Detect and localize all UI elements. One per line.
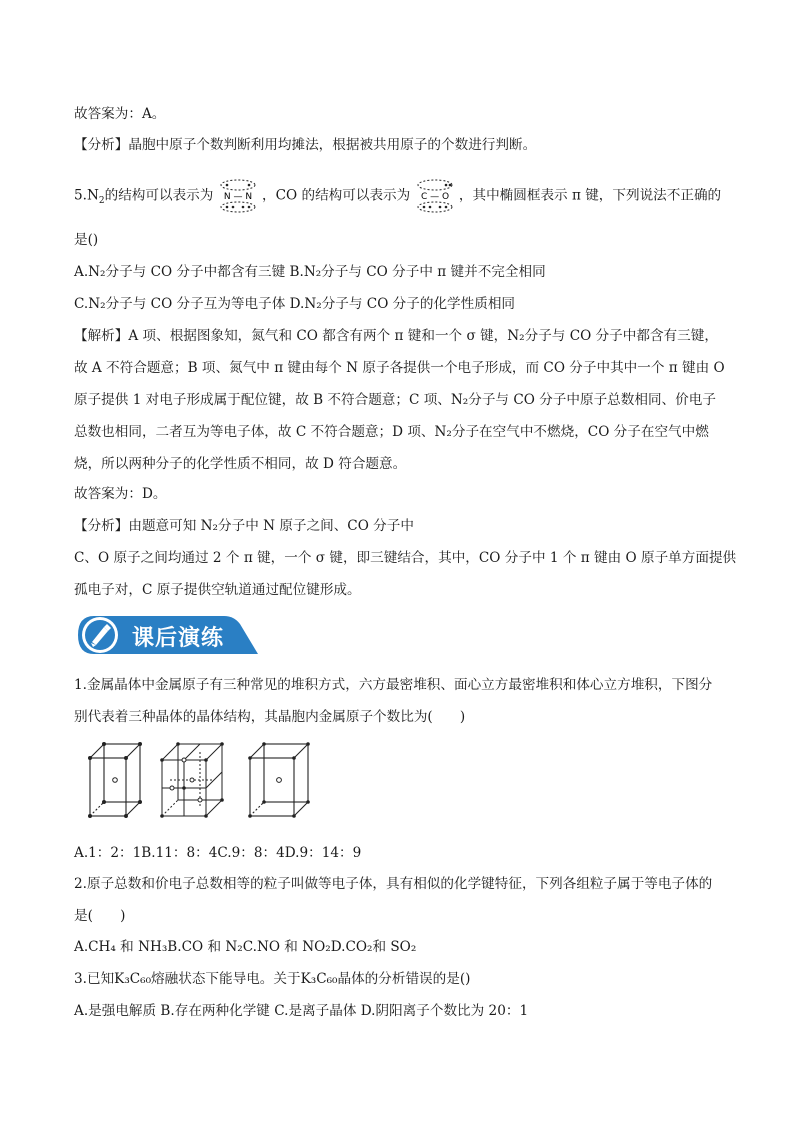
question-5-tail: 是() bbox=[74, 232, 99, 248]
exercise-2-line-2: 是( ) bbox=[74, 908, 126, 924]
answer-d-line: 故答案为：D。 bbox=[74, 486, 167, 502]
n2-structure-diagram bbox=[218, 178, 258, 214]
explanation-line-2: 故 A 不符合题意；B 项、氮气中 π 键由每个 N 原子各提供一个电子形成，而 CO 分子中其中一个 π 键由 O bbox=[74, 360, 725, 376]
analysis-line-1: 【分析】晶胞中原子个数判断利用均摊法，根据被共用原子的个数进行判断。 bbox=[74, 137, 537, 153]
co-label: C — O bbox=[420, 192, 449, 202]
co-structure-diagram bbox=[415, 178, 455, 214]
exercise-1-options: A.1：2：1B.11：8：4C.9：8：4D.9：14：9 bbox=[74, 845, 362, 861]
explanation-line-3: 原子提供 1 对电子形成属于配位键，故 B 不符合题意；C 项、N₂分子与 CO 分子中原子总数相同、价电子 bbox=[74, 392, 716, 408]
analysis-line-4: 孤电子对，C 原子提供空轨道通过配位键形成。 bbox=[74, 582, 361, 598]
q5-sub: 2 bbox=[98, 196, 105, 207]
banner-title: 课后演练 bbox=[132, 626, 225, 651]
section-banner bbox=[74, 612, 260, 658]
fcc-cell-diagram bbox=[158, 740, 228, 820]
analysis-line-3: C、O 原子之间均通过 2 个 π 键，一个 σ 键，即三键结合，其中，CO 分子中 1 个 π 键由 O 原子单方面提供 bbox=[74, 550, 737, 566]
q5-text-3: ，CO 的结构可以表示为 bbox=[262, 187, 411, 204]
analysis-line-2: 【分析】由题意可知 N₂分子中 N 原子之间、CO 分子中 bbox=[74, 518, 414, 534]
explanation-line-1: 【解析】A 项、根据图象知，氮气和 CO 都含有两个 π 键和一个 σ 键，N₂分子与 CO 分子中都含有三键， bbox=[74, 328, 718, 344]
bcc-cell-diagram bbox=[246, 740, 312, 820]
exercise-1-line-2: 别代表着三种晶体的晶体结构，其晶胞内金属原子个数比为( ) bbox=[74, 709, 466, 725]
exercise-1-line-1: 1.金属晶体中金属原子有三种常见的堆积方式，六方最密堆积、面心立方最密堆积和体心立方堆积，下图分 bbox=[74, 677, 713, 693]
q5-text-2: 的结构可以表示为 bbox=[104, 187, 214, 204]
question-5-line bbox=[74, 178, 721, 216]
n2-label: N — N bbox=[223, 192, 252, 202]
exercise-2-options: A.CH₄ 和 NH₃B.CO 和 N₂C.NO 和 NO₂D.CO₂和 SO₂ bbox=[74, 939, 417, 955]
options-ab: A.N₂分子与 CO 分子中都含有三键 B.N₂分子与 CO 分子中 π 键并不完全相同 bbox=[74, 264, 546, 280]
answer-a-line: 故答案为：A。 bbox=[74, 106, 166, 122]
q5-text-1: 5.N bbox=[74, 187, 99, 204]
explanation-line-5: 烧，所以两种分子的化学性质不相同，故 D 符合题意。 bbox=[74, 456, 407, 472]
q5-text-4: ，其中椭圆框表示 π 键，下列说法不正确的 bbox=[458, 187, 722, 204]
exercise-3-options: A.是强电解质 B.存在两种化学键 C.是离子晶体 D.阴阳离子个数比为 20：1 bbox=[74, 1003, 529, 1019]
crystal-structures-figure bbox=[86, 740, 326, 822]
exercise-2-line-1: 2.原子总数和价电子总数相等的粒子叫做等电子体，具有相似的化学键特征，下列各组粒子属于等电子体的 bbox=[74, 876, 713, 892]
hcp-cell-diagram bbox=[86, 740, 144, 820]
exercise-3-line-1: 3.已知K₃C₆₀熔融状态下能导电。关于K₃C₆₀晶体的分析错误的是() bbox=[74, 971, 471, 987]
explanation-line-4: 总数也相同，二者互为等电子体，故 C 不符合题意；D 项、N₂分子在空气中不燃烧，CO 分子在空气中燃 bbox=[74, 424, 709, 440]
options-cd: C.N₂分子与 CO 分子互为等电子体 D.N₂分子与 CO 分子的化学性质相同 bbox=[74, 296, 516, 312]
